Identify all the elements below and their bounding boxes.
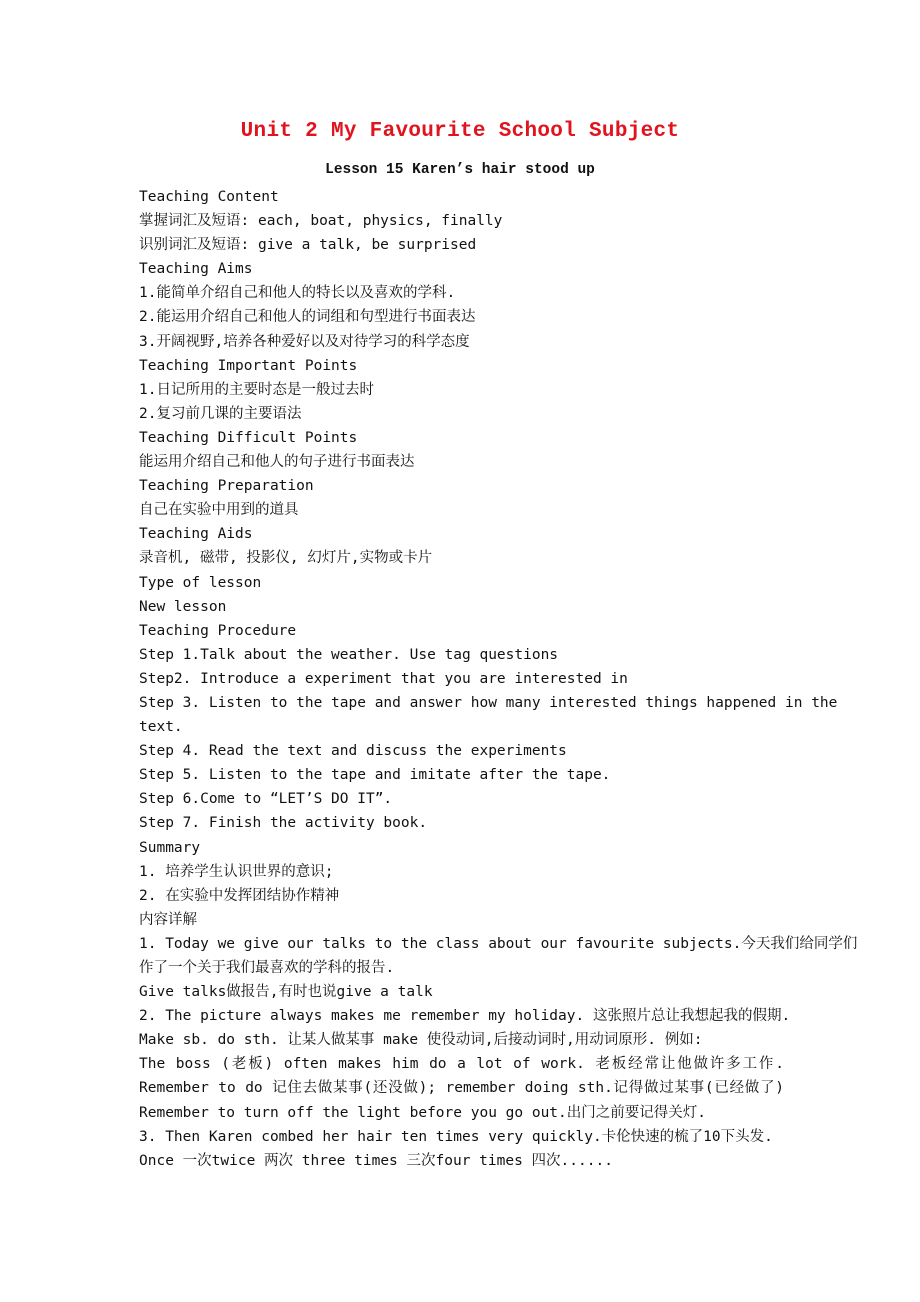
section-heading: Teaching Aids [139,526,253,543]
text-line: New lesson [139,598,227,615]
section-heading: Teaching Aims [139,261,253,278]
procedure-step: Step 6.Come to “LET’S DO IT”. [139,791,393,808]
text-line: 2.复习前几课的主要语法 [139,405,302,422]
text-line: 2.能运用介绍自己和他人的词组和句型进行书面表达 [139,309,476,326]
lesson-title: Lesson 15 Karen’s hair stood up [325,162,595,178]
text-line: 录音机, 磁带, 投影仪, 幻灯片,实物或卡片 [139,550,433,567]
procedure-step: Step 3. Listen to the tape and answer how many interested things happened in the [139,694,838,711]
procedure-step: Step 7. Finish the activity book. [139,815,428,832]
unit-title: Unit 2 My Favourite School Subject [240,120,680,143]
text-line: 3. Then Karen combed her hair ten times very quickly.卡伦快速的梳了10下头发. [139,1128,773,1145]
section-heading: 内容详解 [139,911,197,928]
text-line: 掌握词汇及短语: each, boat, physics, finally [139,213,503,230]
text-line: Remember to turn off the light before you go out.出门之前要记得关灯. [139,1104,706,1121]
procedure-step: Step2. Introduce a experiment that you are interested in [139,670,628,687]
section-heading: Type of lesson [139,574,262,591]
document-body [139,185,858,1173]
text-line: 1.日记所用的主要时态是一般过去时 [139,381,374,398]
text-line: Once 一次twice 两次 three times 三次four times 四次...... [139,1152,613,1169]
text-line: Make sb. do sth. 让某人做某事 make 使役动词,后接动词时,用动词原形. 例如: [139,1032,703,1049]
section-heading: Teaching Important Points [139,357,358,374]
text-line: 作了一个关于我们最喜欢的学科的报告. [139,960,395,976]
text-line: Give talks做报告,有时也说give a talk [139,984,433,1001]
text-line: 1. 培养学生认识世界的意识; [139,863,334,880]
text-line: 2. 在实验中发挥团结协作精神 [139,887,340,904]
procedure-step: Step 4. Read the text and discuss the experiments [139,743,567,760]
text-line: Remember to do 记住去做某事(还没做); remember doing sth.记得做过某事(已经做了) [139,1080,784,1097]
text-line: 2. The picture always makes me remember my holiday. 这张照片总让我想起我的假期. [139,1008,791,1025]
procedure-step: Step 5. Listen to the tape and imitate after the tape. [139,767,611,784]
text-line: 3.开阔视野,培养各种爱好以及对待学习的科学态度 [139,333,470,350]
text-line: 1. Today we give our talks to the class about our favourite subjects.今天我们给同学们 [139,935,858,952]
procedure-step-continued: text. [139,719,183,736]
text-line: The boss (老板) often makes him do a lot of work. 老板经常让他做许多工作. [139,1056,784,1073]
section-heading: Teaching Procedure [139,622,297,639]
text-line: 能运用介绍自己和他人的句子进行书面表达 [139,454,415,471]
text-line: 识别词汇及短语: give a talk, be surprised [139,237,477,254]
text-line: 自己在实验中用到的道具 [139,502,299,519]
section-heading: Summary [139,839,201,856]
section-heading: Teaching Difficult Points [139,429,358,446]
text-line: 1.能简单介绍自己和他人的特长以及喜欢的学科. [139,285,456,302]
procedure-step: Step 1.Talk about the weather. Use tag questions [139,646,559,663]
section-heading: Teaching Preparation [139,478,314,495]
section-heading: Teaching Content [139,189,279,205]
